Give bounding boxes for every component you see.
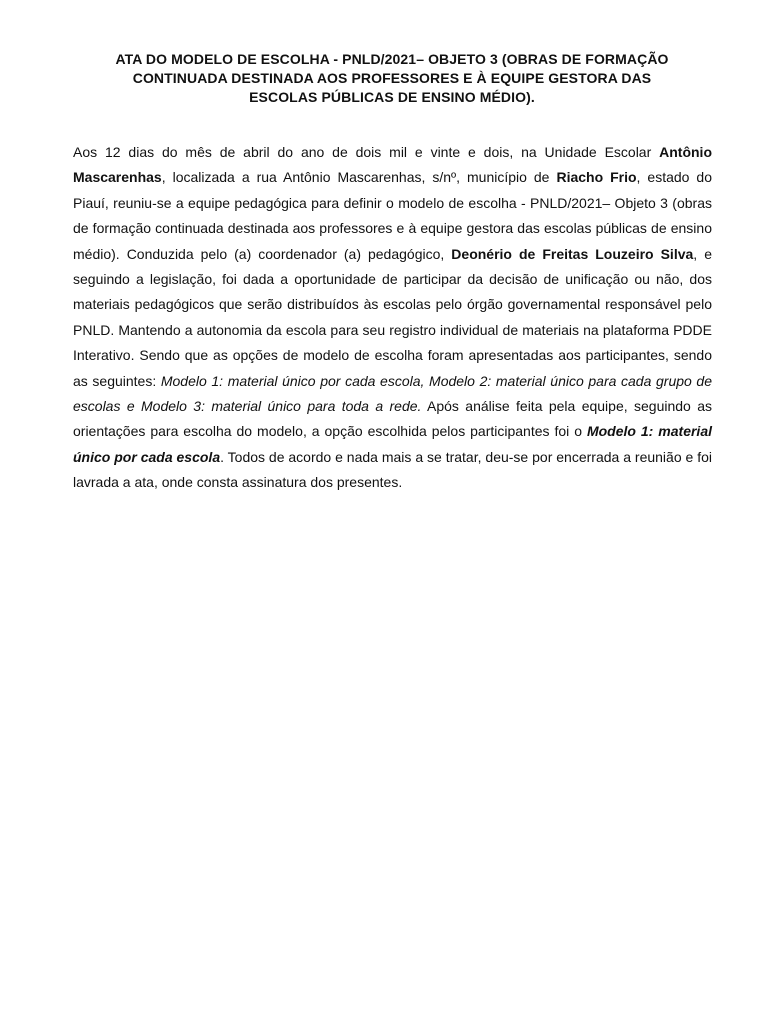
paragraph-text-3: , estado do Piauí, reuniu-se a equipe pedagógica para definir o modelo de escolha - PNLD/2021– Objeto 3 (obras de formação continuada destinada aos professores e à equipe gestora das escolas públicas de ensino médio). Conduzida pelo (a) coordenador (a) pedagógico,	[73, 169, 712, 262]
paragraph-text-6: . Todos de acordo e nada mais a se tratar, deu-se por encerrada a reunião e foi lavrada a ata, onde consta assinatura dos presentes.	[73, 448, 712, 491]
paragraph-text-1: Aos 12 dias do mês de abril do ano de dois mil e vinte e dois, na Unidade Escolar	[73, 144, 660, 160]
title-line-1: ATA DO MODELO DE ESCOLHA - PNLD/2021– OBJETO 3 (OBRAS DE FORMAÇÃO	[115, 51, 669, 67]
title-line-2: CONTINUADA DESTINADA AOS PROFESSORES E À EQUIPE GESTORA DAS	[132, 70, 652, 86]
chosen-model: Modelo 1: material único por cada escola	[73, 423, 712, 465]
coordinator-name: Deonério de Freitas Louzeiro Silva	[451, 245, 694, 262]
school-name: Antônio Mascarenhas	[73, 144, 712, 186]
paragraph-text-2: , localizada a rua Antônio Mascarenhas, s/nº, município de	[161, 169, 557, 186]
paragraph-text-4: , e seguindo a legislação, foi dada a oportunidade de participar da decisão de unificação ou não, dos materiais pedagógicos que serão distribuídos às escolas pelo órgão governamental responsável pelo PNLD. Mantendo a autonomia da escola para seu registro individual de materiais na plataforma PDDE Interativo. Sendo que as opções de modelo de escolha foram apresentadas aos participantes, sendo as seguintes:	[73, 245, 712, 389]
minutes-paragraph	[73, 140, 712, 496]
document-title	[70, 50, 714, 107]
municipality-name: Riacho Frio	[556, 169, 637, 186]
title-line-3: ESCOLAS PÚBLICAS DE ENSINO MÉDIO).	[249, 89, 535, 105]
paragraph-text-5: Após análise feita pela equipe, seguindo as orientações para escolha do modelo, a opção escolhida pelos participantes foi o	[73, 398, 712, 440]
model-options: Modelo 1: material único por cada escola, Modelo 2: material único para cada grupo de escolas e Modelo 3: material único para toda a rede.	[73, 372, 712, 415]
